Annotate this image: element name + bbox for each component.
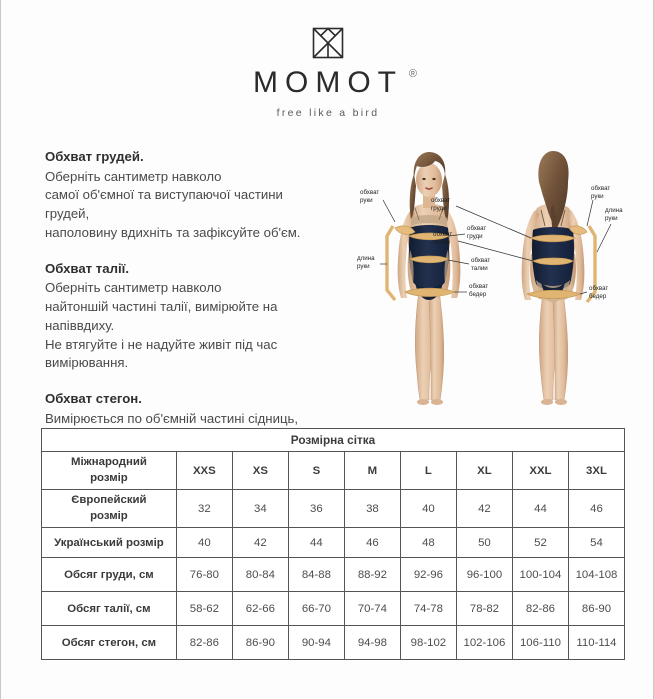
front-view-figure — [357, 152, 490, 405]
table-cell: 62-66 — [232, 592, 288, 626]
front-label-hips-line2: бедер — [469, 291, 487, 298]
front-label-bust-line1: обхват — [467, 225, 487, 232]
back-label-bust-line2: груди — [431, 205, 447, 212]
momot-crown-mark-icon — [308, 26, 348, 60]
table-cell: 100-104 — [512, 558, 568, 592]
brand-logo-block — [1, 26, 654, 119]
table-cell: 36 — [288, 490, 344, 528]
table-cell: 50 — [456, 528, 512, 558]
instruction-line: грудей, — [45, 206, 90, 222]
table-row — [42, 592, 625, 626]
table-cell: 44 — [288, 528, 344, 558]
table-cell: 40 — [400, 490, 456, 528]
row-label-line2: розмір — [90, 509, 128, 522]
instruction-title: Обхват грудей. — [45, 149, 144, 164]
measurement-instructions — [45, 148, 345, 464]
table-cell: 52 — [512, 528, 568, 558]
instruction-line: наполовину вдихніть та зафіксуйте об'єм. — [45, 224, 301, 240]
table-cell: 58-62 — [176, 592, 232, 626]
table-cell: 66-70 — [288, 592, 344, 626]
front-label-arm-length-line1: длина — [357, 255, 375, 262]
instruction-line: самої об'ємної та виступаючої частини — [45, 187, 283, 203]
table-cell: 92-96 — [400, 558, 456, 592]
row-label-line1: Європейский — [71, 494, 147, 507]
row-label-line2: розмір — [90, 471, 128, 484]
back-label-hips-line1: обхват — [589, 285, 609, 292]
back-label-bust-line1: обхват — [431, 197, 451, 204]
instruction-line: Не втягуйте і не надуйте живіт під час — [45, 336, 278, 352]
table-cell: 104-108 — [568, 558, 624, 592]
table-cell: 96-100 — [456, 558, 512, 592]
size-table-title: Розмірна сітка — [42, 429, 625, 452]
back-label-arm-length-line1: длина — [605, 207, 623, 214]
table-cell: 88-92 — [344, 558, 400, 592]
table-cell: 76-80 — [176, 558, 232, 592]
front-label-bust-line2: груди — [467, 233, 483, 240]
table-cell: 86-90 — [232, 626, 288, 660]
instruction-title: Обхват талії. — [45, 260, 130, 276]
table-cell: 44 — [512, 490, 568, 528]
front-label-arm-girth-line2: руки — [360, 197, 373, 204]
front-label-waist-line1: обхват — [471, 257, 491, 264]
table-cell: 82-86 — [176, 626, 232, 660]
instruction-title: Обхват стегон. — [45, 391, 142, 407]
table-cell: 110-114 — [568, 626, 624, 660]
measurement-figures-illustration — [357, 142, 643, 410]
table-cell: 34 — [232, 490, 288, 528]
instruction-line: найтоншій частині талії, вимірюйте на — [45, 299, 278, 315]
size-chart-table — [41, 428, 625, 660]
back-label-arm-girth-line2: руки — [591, 193, 604, 200]
table-cell: 32 — [176, 490, 232, 528]
table-cell: 54 — [568, 528, 624, 558]
brand-wordmark: MOMOT — [253, 66, 403, 99]
brand-tagline: free like a bird — [276, 107, 380, 119]
table-cell: 46 — [344, 528, 400, 558]
table-cell: L — [400, 452, 456, 490]
table-title-row — [42, 429, 625, 452]
table-cell: XS — [232, 452, 288, 490]
instruction-line: вимірювання. — [45, 355, 129, 371]
table-cell: 84-88 — [288, 558, 344, 592]
table-cell: 42 — [232, 528, 288, 558]
registered-trademark-icon: ® — [408, 68, 417, 80]
back-label-hips-line2: бедер — [589, 293, 607, 300]
table-row — [42, 452, 625, 490]
instruction-section-bust — [45, 148, 345, 243]
back-label-arm-length-line2: руки — [605, 215, 618, 222]
table-cell: 70-74 — [344, 592, 400, 626]
row-label-waist: Обсяг талії, см — [42, 592, 177, 626]
row-label-international — [42, 452, 177, 490]
instruction-section-waist — [45, 260, 345, 373]
row-label-hips: Обсяг стегон, см — [42, 626, 177, 660]
front-label-arm-girth-line1: обхват — [360, 189, 380, 196]
back-label-arm-girth-line1: обхват — [591, 185, 611, 192]
front-label-hips-line1: обхват — [469, 283, 489, 290]
table-cell: 48 — [400, 528, 456, 558]
table-row — [42, 528, 625, 558]
size-table-container — [41, 428, 625, 660]
table-cell: 102-106 — [456, 626, 512, 660]
table-cell: M — [344, 452, 400, 490]
table-row — [42, 490, 625, 528]
front-label-waist-line2: талии — [471, 265, 488, 272]
table-cell: 46 — [568, 490, 624, 528]
table-cell: 90-94 — [288, 626, 344, 660]
table-cell: XL — [456, 452, 512, 490]
brand-wordmark-row — [253, 66, 417, 99]
row-label-line1: Міжнародний — [71, 456, 147, 469]
instruction-line: Оберніть сантиметр навколо — [45, 280, 222, 296]
table-cell: S — [288, 452, 344, 490]
table-row — [42, 558, 625, 592]
table-cell: 106-110 — [512, 626, 568, 660]
back-label-waist-line2: талии — [433, 239, 450, 246]
row-label-ukrainian: Український розмір — [42, 528, 177, 558]
table-row — [42, 626, 625, 660]
table-cell: 3XL — [568, 452, 624, 490]
row-label-european — [42, 490, 177, 528]
table-cell: 40 — [176, 528, 232, 558]
table-cell: 80-84 — [232, 558, 288, 592]
table-cell: 74-78 — [400, 592, 456, 626]
table-cell: 86-90 — [568, 592, 624, 626]
table-cell: XXS — [176, 452, 232, 490]
instruction-line: Вимірюється по об'ємній частині сідниць, — [45, 410, 299, 426]
table-cell: XXL — [512, 452, 568, 490]
instruction-line: напіввдиху. — [45, 317, 115, 333]
table-cell: 98-102 — [400, 626, 456, 660]
row-label-bust: Обсяг груди, см — [42, 558, 177, 592]
table-cell: 78-82 — [456, 592, 512, 626]
instruction-line: Оберніть сантиметр навколо — [45, 168, 222, 184]
back-label-waist-line1: обхват — [433, 231, 453, 238]
front-label-arm-length-line2: руки — [357, 263, 370, 270]
table-cell: 82-86 — [512, 592, 568, 626]
table-cell: 42 — [456, 490, 512, 528]
table-cell: 94-98 — [344, 626, 400, 660]
table-cell: 38 — [344, 490, 400, 528]
